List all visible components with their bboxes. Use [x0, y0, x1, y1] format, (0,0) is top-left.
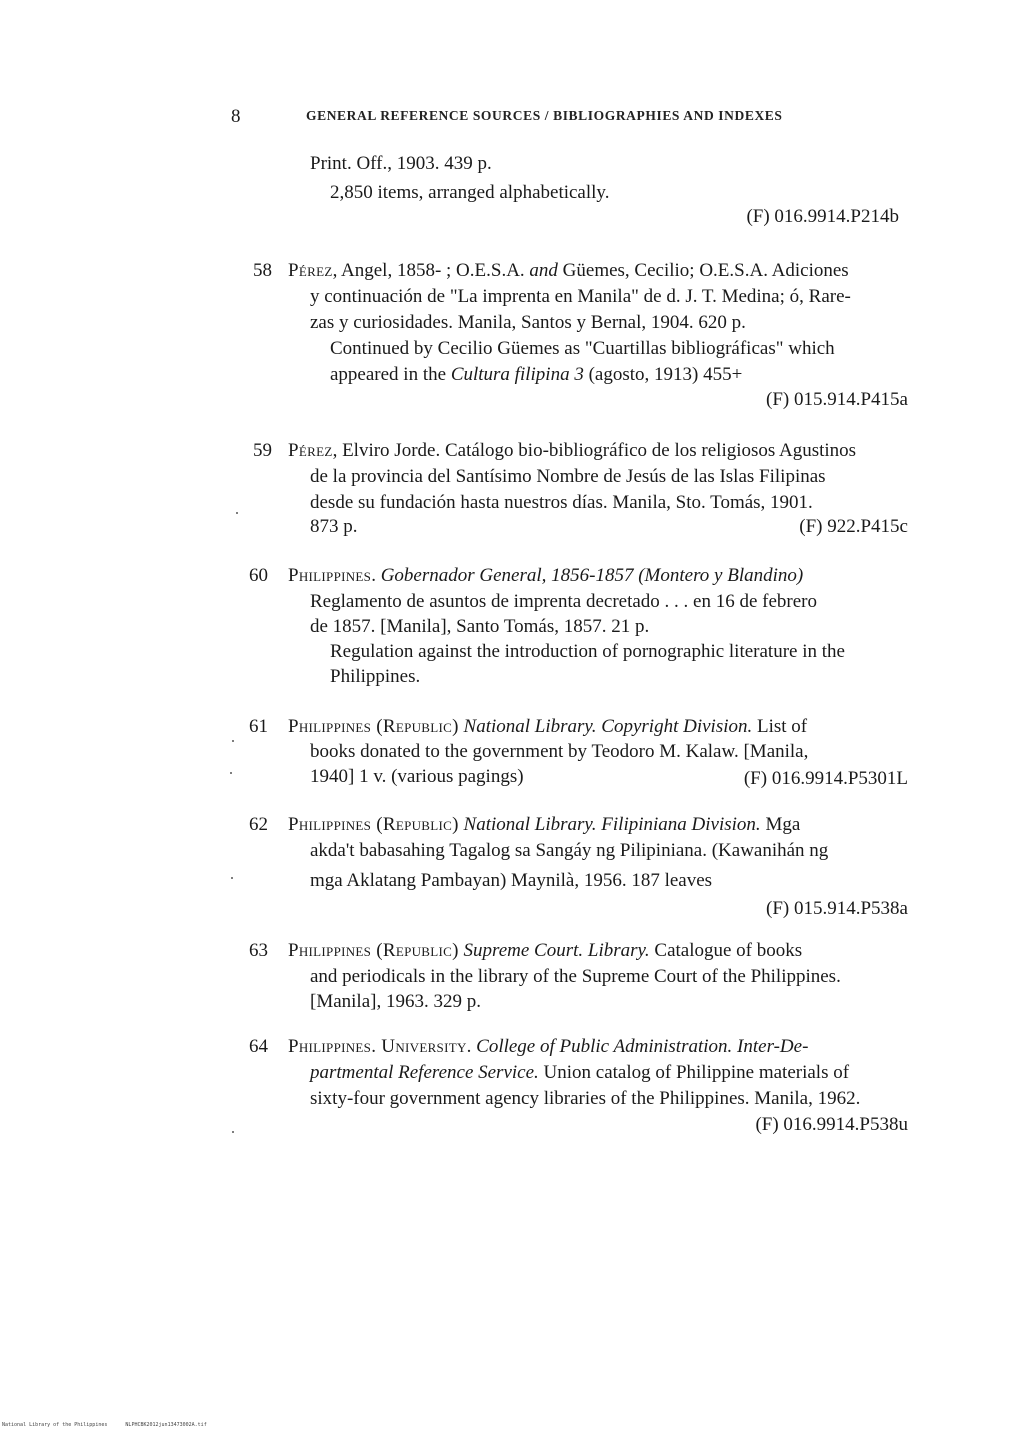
entry-text: , Elviro Jorde. Catálogo bio-bibliográfico de los religiosos Agustinos: [332, 440, 857, 461]
entry-line: mga Aklatang Pambayan) Maynilà, 1956. 187 leaves: [310, 870, 713, 891]
entry-line: akda't babasahing Tagalog sa Sangáy ng Pilipiniana. (Kawanihán ng: [310, 840, 829, 861]
entry-number: 61: [249, 716, 268, 737]
running-head: GENERAL REFERENCE SOURCES / BIBLIOGRAPHIES AND INDEXES: [306, 108, 783, 123]
entry-text: Catalogue of books: [649, 940, 803, 961]
scan-speck: [230, 772, 232, 774]
entry-text: and: [529, 260, 558, 281]
entry-text: List of: [752, 716, 808, 737]
entry-text: Güemes, Cecilio; O.E.S.A. Adiciones: [557, 260, 849, 281]
entry-note: Continued by Cecilio Güemes as "Cuartillas bibliográficas" which: [330, 338, 835, 359]
entry-line: [288, 565, 803, 587]
entry-number: 59: [253, 440, 272, 461]
entry-line: [288, 814, 800, 836]
entry-text: , Angel, 1858- ; O.E.S.A.: [332, 260, 530, 281]
entry-line: y continuación de "La imprenta en Manila" de d. J. T. Medina; ó, Rare-: [310, 286, 851, 307]
call-number: (F) 016.9914.P5301L: [743, 768, 908, 789]
entry-text: appeared in the: [330, 364, 451, 385]
entry-text: .: [371, 565, 381, 586]
entry-number: 63: [249, 940, 268, 961]
footer-right: NLPHCBK2012jun13473002A.tif: [125, 1422, 207, 1428]
entry-text: partmental Reference Service.: [310, 1062, 539, 1083]
entry-line: zas y curiosidades. Manila, Santos y Bernal, 1904. 620 p.: [310, 312, 746, 333]
call-number: (F) 015.914.P538a: [766, 898, 908, 919]
call-number: (F) 922.P415c: [799, 516, 908, 537]
entry-author: Philippines. University: [288, 1036, 467, 1057]
scan-speck: [236, 512, 238, 514]
entry-author: Pérez: [288, 440, 333, 461]
entry-line: de 1857. [Manila], Santo Tomás, 1857. 21 p.: [310, 616, 650, 637]
entry-line: [310, 1062, 849, 1084]
entry-line: [288, 260, 849, 282]
entry-text: Supreme Court. Library.: [458, 940, 650, 961]
entry-text: .: [466, 1036, 477, 1057]
scan-speck: [232, 1131, 234, 1133]
call-number: (F) 015.914.P415a: [766, 389, 908, 410]
entry-author: Philippines: [288, 565, 372, 586]
entry-line: 1940] 1 v. (various pagings): [310, 766, 524, 787]
page-number: 8: [231, 106, 241, 127]
entry-line: 873 p.: [310, 516, 358, 537]
entry-line: Reglamento de asuntos de imprenta decretado . . . en 16 de febrero: [310, 591, 818, 612]
entry-line: [Manila], 1963. 329 p.: [310, 991, 481, 1012]
entry-text: Union catalog of Philippine materials of: [538, 1062, 850, 1083]
entry-number: 60: [249, 565, 268, 586]
entry-text: National Library. Copyright Division.: [458, 716, 753, 737]
entry-line: desde su fundación hasta nuestros días. Manila, Sto. Tomás, 1901.: [310, 492, 813, 513]
entry-author: Philippines (Republic): [288, 814, 459, 835]
entry-line: [288, 940, 802, 962]
entry-number: 64: [249, 1036, 268, 1057]
call-number: (F) 016.9914.P214b: [746, 206, 899, 227]
entry-line: [288, 440, 856, 462]
entry-text: Gobernador General, 1856-1857 (Montero y Blandino): [380, 565, 804, 586]
entry-note: Philippines.: [330, 666, 421, 687]
entry-author: Pérez: [288, 260, 333, 281]
footer-left: National Library of the Philippines: [2, 1422, 108, 1428]
entry-text: (agosto, 1913) 455+: [583, 364, 743, 385]
scan-speck: [231, 877, 233, 879]
continuation-line: Print. Off., 1903. 439 p.: [310, 153, 492, 174]
entry-text: College of Public Administration. Inter-De-: [476, 1036, 809, 1057]
entry-text: Mga: [760, 814, 801, 835]
call-number: (F) 016.9914.P538u: [755, 1114, 908, 1135]
entry-text: National Library. Filipiniana Division.: [458, 814, 761, 835]
entry-line: books donated to the government by Teodoro M. Kalaw. [Manila,: [310, 741, 809, 762]
continuation-note: 2,850 items, arranged alphabetically.: [330, 182, 610, 203]
entry-number: 58: [253, 260, 272, 281]
entry-number: 62: [249, 814, 268, 835]
entry-note: [330, 364, 742, 386]
scan-speck: [232, 740, 234, 742]
entry-text: Cultura filipina 3: [450, 364, 584, 385]
entry-line: and periodicals in the library of the Supreme Court of the Philippines.: [310, 966, 841, 987]
entry-line: sixty-four government agency libraries of the Philippines. Manila, 1962.: [310, 1088, 861, 1109]
entry-line: [288, 716, 807, 738]
entry-author: Philippines (Republic): [288, 940, 459, 961]
entry-note: Regulation against the introduction of pornographic literature in the: [330, 641, 845, 662]
entry-line: de la provincia del Santísimo Nombre de Jesús de las Islas Filipinas: [310, 466, 826, 487]
scan-footer: [2, 1422, 207, 1428]
entry-author: Philippines (Republic): [288, 716, 459, 737]
entry-line: [288, 1036, 808, 1058]
